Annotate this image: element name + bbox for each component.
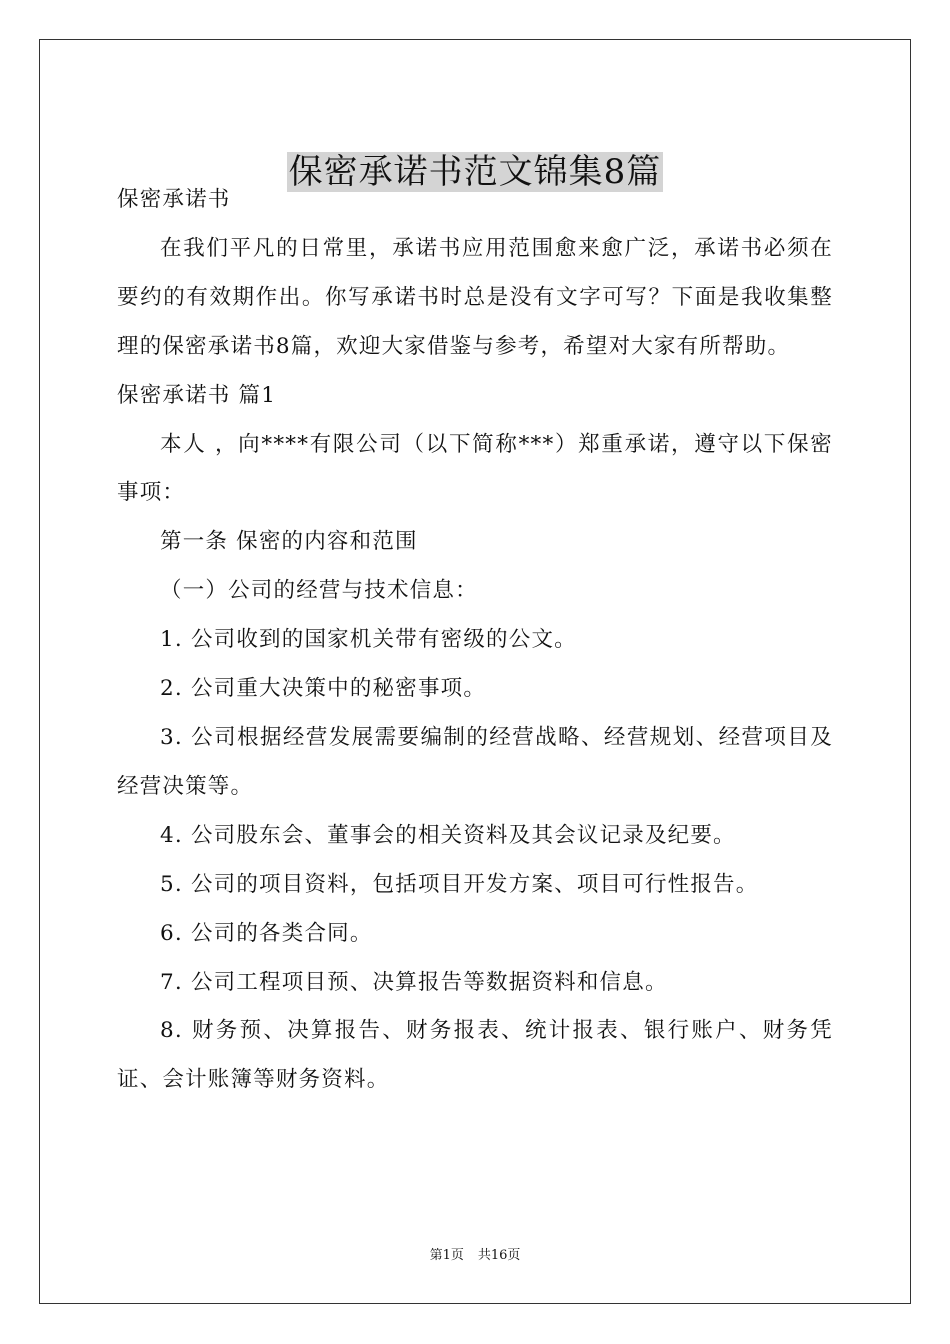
list-item: 3. 公司根据经营发展需要编制的经营战略、经营规划、经营项目及经营决策等。 [117, 724, 833, 799]
list-item: 2. 公司重大决策中的秘密事项。 [160, 676, 487, 702]
list-item: 8. 财务预、决算报告、财务报表、统计报表、银行账户、财务凭证、会计账簿等财务资料。 [117, 1018, 833, 1093]
document-title-text: 保密承诺书范文锦集8篇 [288, 151, 662, 192]
document-body [117, 176, 833, 1105]
list-item: 7. 公司工程项目预、决算报告等数据资料和信息。 [160, 969, 668, 995]
paragraph-subsection-1: （一）公司的经营与技术信息： [160, 578, 478, 604]
list-item: 6. 公司的各类合同。 [160, 920, 373, 946]
page-number: 第1页 [429, 1248, 464, 1263]
list-item: 5. 公司的项目资料，包括项目开发方案、项目可行性报告。 [160, 871, 759, 897]
paragraph-intro: 在我们平凡的日常里，承诺书应用范围愈来愈广泛，承诺书必须在要约的有效期作出。你写承诺书时总是没有文字可写？下面是我收集整理的保密承诺书8篇，欢迎大家借鉴与参考，希望对大家有所帮助。 [117, 235, 833, 359]
paragraph-heading-section-1: 保密承诺书 篇1 [117, 382, 277, 408]
page-footer [0, 1247, 950, 1265]
page-total: 共16页 [477, 1248, 521, 1263]
paragraph-heading-intro: 保密承诺书 [117, 187, 231, 212]
paragraph-pledge: 本人 ，向****有限公司（以下简称***）郑重承诺，遵守以下保密事项： [117, 431, 833, 506]
list-item: 4. 公司股东会、董事会的相关资料及其会议记录及纪要。 [160, 822, 736, 848]
list-item: 1. 公司收到的国家机关带有密级的公文。 [160, 627, 577, 653]
paragraph-article-1: 第一条 保密的内容和范围 [160, 529, 418, 555]
